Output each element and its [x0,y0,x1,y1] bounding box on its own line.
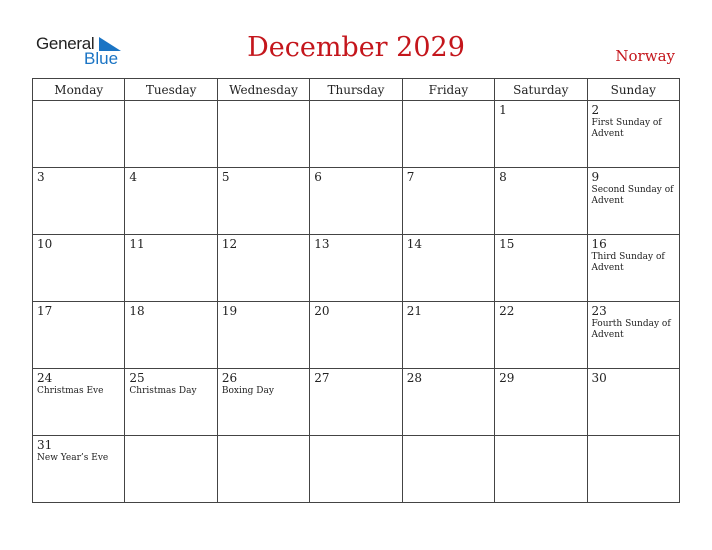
day-number: 28 [406,371,422,385]
calendar-day-cell [125,436,217,503]
calendar-day-cell [587,168,679,235]
calendar-day-cell [33,101,125,168]
calendar-weeks [33,101,680,503]
holiday-label: Second Sunday of Advent [591,185,674,206]
calendar-day-cell [310,168,402,235]
calendar-day-cell [33,235,125,302]
calendar-day-cell [310,369,402,436]
calendar-week-row [33,302,680,369]
day-number: 25 [129,371,145,385]
calendar-day-cell [310,436,402,503]
day-number: 18 [129,304,145,318]
day-number: 2 [591,103,600,117]
calendar-day-cell [217,168,309,235]
logo-text-general: General [36,34,95,53]
calendar-title: December 2029 [247,32,465,63]
calendar-week-row [33,101,680,168]
day-number: 21 [406,304,422,318]
calendar-day-cell [310,302,402,369]
weekday-header: Thursday [310,79,402,101]
day-number: 4 [129,170,138,184]
calendar-week-row [33,235,680,302]
calendar-day-cell [33,302,125,369]
calendar-day-cell [402,369,494,436]
day-number: 30 [591,371,607,385]
weekday-header: Saturday [495,79,587,101]
day-number: 5 [221,170,230,184]
weekday-header: Tuesday [125,79,217,101]
day-number: 7 [406,170,415,184]
calendar-day-cell [495,302,587,369]
day-number: 15 [499,237,515,251]
day-number: 19 [221,304,238,318]
day-number: 22 [499,304,515,318]
day-number: 23 [591,304,607,318]
day-number: 26 [221,371,238,385]
day-number: 31 [37,438,53,452]
day-number: 10 [37,237,53,251]
calendar-day-cell [402,302,494,369]
calendar-day-cell [125,302,217,369]
calendar-day-cell [402,235,494,302]
day-number: 13 [314,237,330,251]
calendar-day-cell [587,369,679,436]
weekday-header: Friday [402,79,494,101]
calendar-day-cell [33,168,125,235]
calendar-day-cell [587,235,679,302]
calendar-week-row [33,369,680,436]
calendar-day-cell [217,101,309,168]
day-number: 12 [221,237,238,251]
day-number: 16 [591,237,607,251]
weekday-header: Monday [33,79,125,101]
holiday-label: New Year’s Eve [37,453,109,463]
calendar-day-cell [33,436,125,503]
calendar-day-cell [125,101,217,168]
calendar-week-row [33,436,680,503]
day-number: 1 [499,103,507,117]
day-number: 29 [499,371,515,385]
day-number: 17 [37,304,53,318]
holiday-label: Third Sunday of Advent [591,252,665,273]
calendar-day-cell [217,302,309,369]
generalblue-logo [36,34,136,70]
calendar-day-cell [125,235,217,302]
day-number: 11 [129,237,145,251]
day-number: 24 [37,371,53,385]
calendar-day-cell [217,235,309,302]
day-number: 27 [314,371,330,385]
weekday-header: Sunday [587,79,679,101]
month-calendar-grid [32,78,680,503]
logo-text-blue: Blue [84,49,119,68]
holiday-label: First Sunday of Advent [591,118,662,139]
holiday-label: Boxing Day [221,386,274,396]
calendar-day-cell [310,235,402,302]
weekday-header-row [33,79,680,101]
country-label: Norway [615,47,675,65]
calendar-day-cell [495,168,587,235]
calendar-day-cell [125,168,217,235]
day-number: 9 [591,170,600,184]
calendar-day-cell [495,369,587,436]
calendar-day-cell [495,436,587,503]
calendar-day-cell [587,436,679,503]
holiday-label: Christmas Eve [37,386,104,396]
holiday-label: Christmas Day [129,386,197,396]
calendar-day-cell [402,436,494,503]
calendar-week-row [33,168,680,235]
calendar-day-cell [217,436,309,503]
day-number: 8 [499,170,507,184]
calendar-day-cell [402,101,494,168]
calendar-day-cell [33,369,125,436]
day-number: 6 [314,170,322,184]
calendar-day-cell [495,235,587,302]
calendar-day-cell [402,168,494,235]
calendar-day-cell [495,101,587,168]
calendar-day-cell [587,302,679,369]
holiday-label: Fourth Sunday of Advent [591,319,671,340]
day-number: 20 [314,304,330,318]
weekday-header: Wednesday [217,79,309,101]
calendar-day-cell [587,101,679,168]
day-number: 3 [37,170,45,184]
calendar-day-cell [217,369,309,436]
day-number: 14 [406,237,422,251]
calendar-day-cell [310,101,402,168]
calendar-day-cell [125,369,217,436]
